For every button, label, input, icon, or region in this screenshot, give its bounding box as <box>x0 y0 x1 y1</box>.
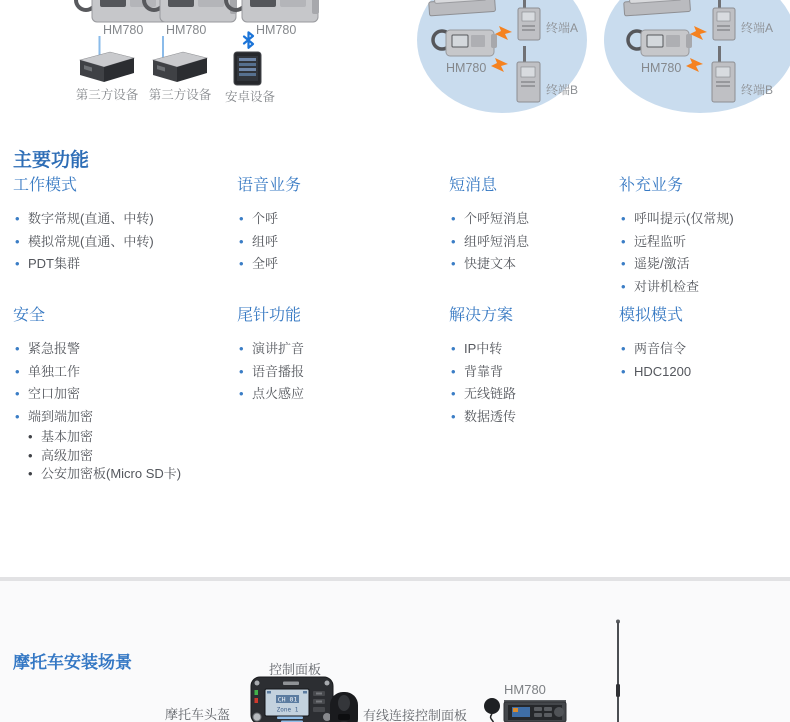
feature-item: • 背靠背 <box>449 361 664 384</box>
feature-group-work-mode <box>13 172 228 276</box>
control-panel-label: 控制面板 <box>268 662 321 677</box>
hm780-radio-image <box>76 0 319 22</box>
feature-item: • 个呼短消息 <box>449 208 664 231</box>
feature-group-title: 安全 <box>13 307 46 324</box>
feature-group-title: 解决方案 <box>449 307 514 324</box>
feature-item: • IP中转 <box>449 338 664 361</box>
feature-item: • HDC1200 <box>619 361 790 384</box>
radio-label: HM780 <box>504 682 546 697</box>
terminal-b-label: 终端B <box>546 83 579 97</box>
bluetooth-icon <box>244 32 253 48</box>
feature-list <box>237 338 452 406</box>
feature-item: • 单独工作 <box>13 361 228 384</box>
feature-group-analog-mode <box>619 302 790 383</box>
feature-item: • 组呼短消息 <box>449 231 664 254</box>
feature-list <box>619 208 790 298</box>
terminal-a-label: 终端A <box>741 21 774 35</box>
control-panel-image <box>251 677 333 722</box>
motorcycle-section-title: 摩托车安装场景 <box>13 653 132 672</box>
feature-list <box>237 208 452 276</box>
feature-item: • 数据透传 <box>449 406 664 429</box>
feature-item: • 两音信令 <box>619 338 790 361</box>
feature-item: • 遥毙/激活 <box>619 253 790 276</box>
radio-label: HM780 <box>166 23 207 37</box>
feature-group-voice-services <box>237 172 452 276</box>
radio-label: HM780 <box>641 61 682 75</box>
feature-group-security <box>13 302 228 484</box>
radio-label: HM780 <box>256 23 297 37</box>
feature-item: • 快捷文本 <box>449 253 664 276</box>
feature-item: • 公安加密板(Micro SD卡) <box>26 465 228 484</box>
terminal-a-label: 终端A <box>546 21 579 35</box>
feature-group-title: 工作模式 <box>13 177 78 194</box>
feature-list <box>13 208 228 276</box>
feature-item: • 个呼 <box>237 208 452 231</box>
motorcycle-diagram-graphics <box>0 590 790 722</box>
feature-list <box>619 338 790 383</box>
feature-group-title: 语音业务 <box>237 177 302 194</box>
main-features-title: 主要功能 <box>13 150 90 171</box>
lcd-line-2: Zone 1 <box>276 706 299 714</box>
handlebar-control-image <box>330 692 358 722</box>
feature-group-tail-pin <box>237 302 452 406</box>
third-party-device-image <box>80 52 207 82</box>
feature-item: • 数字常规(直通、中转) <box>13 208 228 231</box>
feature-item: • 语音播报 <box>237 361 452 384</box>
wired-panel-label: 有线连接控制面板 <box>363 708 468 722</box>
feature-item: • 远程监听 <box>619 231 790 254</box>
feature-item: • 呼叫提示(仅常规) <box>619 208 790 231</box>
feature-item: • 模拟常规(直通、中转) <box>13 231 228 254</box>
feature-item: • 演讲扩音 <box>237 338 452 361</box>
feature-group-title: 模拟模式 <box>619 307 684 324</box>
feature-group-title: 补充业务 <box>619 177 684 194</box>
radio-label: HM780 <box>446 61 487 75</box>
feature-item: • 无线链路 <box>449 383 664 406</box>
hm780-radio-image <box>484 698 566 722</box>
feature-list <box>13 338 228 484</box>
feature-item: • 全呼 <box>237 253 452 276</box>
feature-group-title: 短消息 <box>449 177 498 194</box>
feature-item: • 紧急报警 <box>13 338 228 361</box>
feature-group-title: 尾针功能 <box>237 307 302 324</box>
feature-item: • 点火感应 <box>237 383 452 406</box>
lcd-line-1: CH 01 <box>277 695 298 704</box>
device-label: 第三方设备 <box>148 88 212 102</box>
feature-item: • PDT集群 <box>13 253 228 276</box>
android-device-image <box>234 52 261 85</box>
terminal-b-label: 终端B <box>741 83 774 97</box>
antenna-image <box>616 620 620 722</box>
feature-item: • 组呼 <box>237 231 452 254</box>
radio-label: HM780 <box>103 23 144 37</box>
feature-item: • 基本加密 <box>26 428 228 447</box>
helmet-label: 摩托车头盔 <box>165 707 231 722</box>
feature-item: • 对讲机检查 <box>619 276 790 299</box>
device-label: 安卓设备 <box>224 90 275 104</box>
feature-item: • 端到端加密 <box>13 406 228 429</box>
feature-group-supplementary <box>619 172 790 298</box>
feature-item: • 高级加密 <box>26 447 228 466</box>
device-label: 第三方设备 <box>75 88 139 102</box>
feature-item: • 空口加密 <box>13 383 228 406</box>
